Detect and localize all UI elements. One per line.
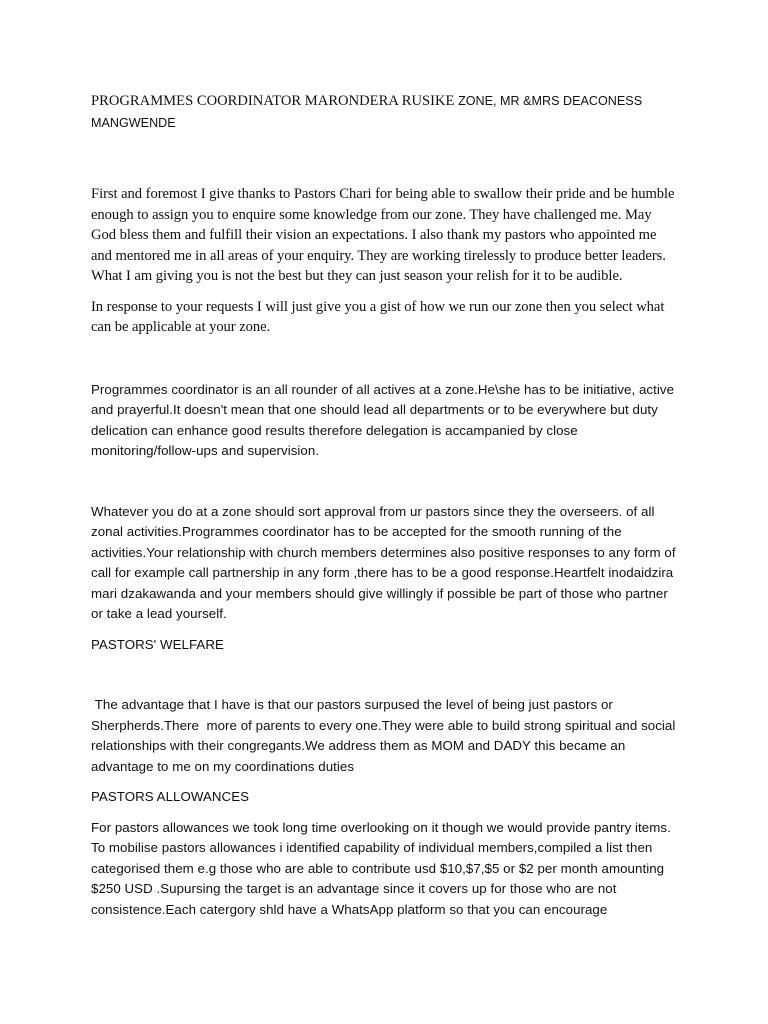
response-paragraph: In response to your requests I will just give you a gist of how we run our zone then you select what can be applicable at your zone. <box>91 298 665 335</box>
allowances-paragraph: For pastors allowances we took long time overlooking on it though we would provide pantry items. To mobilise pastors allowances i identified capability of individual members,compiled a list then categorised them e.g those who are able to contribute usd $10,$7,$5 or $2 per month amounting $250 USD .Supursing the target is an advantage since it covers up for those who are not consistence.Each catergory shld have a WhatsApp platform so that you can encourage <box>91 819 671 917</box>
intro-paragraph: First and foremost I give thanks to Pastors Chari for being able to swallow their pride and be humble enough to assign you to enquire some knowledge from our zone. They have challenged me. May God bless them and fulfill their vision an expectations. I also thank my pastors who appointed me and mentored me in all areas of your enquiry. They are working tirelessly to produce better leaders. What I am giving you is not the best but they can just season your relish for it to be audible. <box>91 186 675 284</box>
document-title <box>91 90 680 134</box>
approval-paragraph: Whatever you do at a zone should sort approval from ur pastors since they the overseers. of all zonal activities.Programmes coordinator has to be accepted for the smooth running of the activities.Your relationship with church members determines also positive responses to any form of call for example call partnership in any form ,there has to be a good response.Heartfelt inodaidzira mari dzakawanda and your members should give willingly if possible be part of those who partner or take a lead yourself. <box>91 503 676 621</box>
coordinator-paragraph: Programmes coordinator is an all rounder of all actives at a zone.He\she has to be initiative, active and prayerful.It doesn't mean that one should lead all departments or to be everywhere but duty delication can enhance good results therefore delegation is accampanied by close monitoring/follow-ups and supervision. <box>91 381 675 458</box>
welfare-paragraph: The advantage that I have is that our pastors surpused the level of being just pastors or Sherpherds.There more of parents to every one.They were able to build strong spiritual and social relationships with their congregants.We address them as MOM and DADY this became an advantage to me on my coordinations duties <box>91 697 680 774</box>
heading-pastors-welfare: PASTORS' WELFARE <box>91 636 224 652</box>
title-part-serif: PROGRAMMES COORDINATOR MARONDERA RUSIKE <box>91 93 459 109</box>
heading-pastors-allowances: PASTORS ALLOWANCES <box>91 789 250 804</box>
title-part-sans: ZONE, MR &MRS DEACONESS MANGWENDE <box>91 94 643 130</box>
